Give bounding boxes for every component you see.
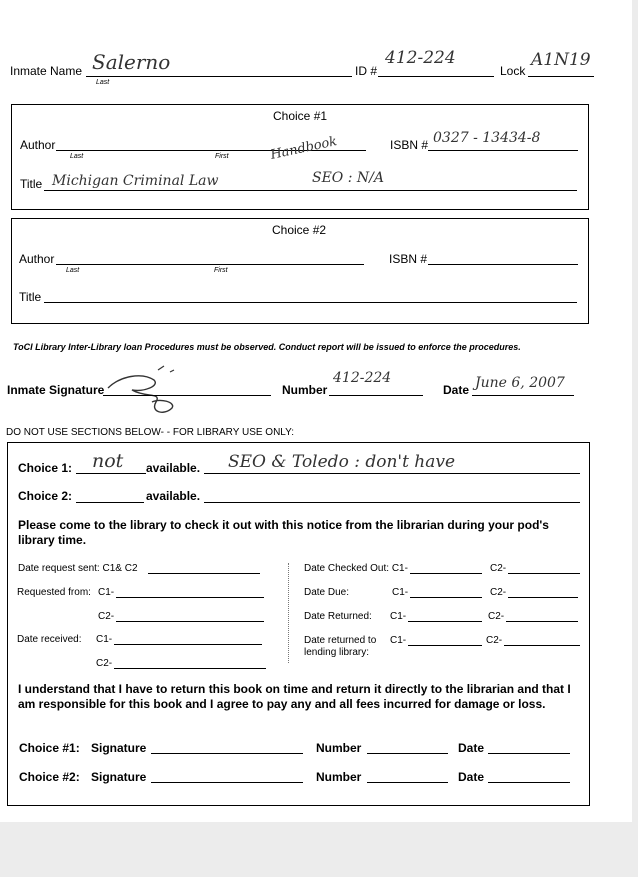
choice1-isbn-line [428,150,578,151]
choice1-title-addition[interactable]: Handbook [269,134,339,163]
requested-from-c1-line [116,597,264,598]
date-returned-lending-c2: C2- [486,635,503,646]
choice1-signature-line [151,753,303,754]
date-returned-c1: C1- [390,611,407,622]
choice1-title-note[interactable]: SEO : N/A [312,170,384,186]
date-checked-out-label: Date Checked Out: C1- [304,563,408,574]
choice1-date-line [488,753,570,754]
date-checked-out-c1-line [410,573,482,574]
choice2-title-line [44,302,577,303]
number-line [329,395,423,396]
requested-from-c2-line [116,621,264,622]
lending-library-label: lending library: [304,647,370,658]
library-use-header: DO NOT USE SECTIONS BELOW- - FOR LIBRARY USE ONLY: [6,427,295,438]
choice2-sig-label: Choice #2: [19,770,80,784]
lock-label: Lock [500,64,526,78]
choice2-signature-label: Signature [91,770,147,784]
date-request-sent-label: Date request sent: C1& C2 [18,563,138,574]
inmate-name-last-caption: Last [96,79,110,86]
lib-choice2-label: Choice 2: [18,489,73,503]
id-value[interactable]: 412-224 [385,48,456,68]
choice2-last-caption: Last [66,267,80,274]
date-returned-lending-c1: C1- [390,635,407,646]
choice2-number-label: Number [316,770,362,784]
choice1-date-label: Date [458,741,485,755]
date-received-c1: C1- [96,634,113,645]
choice2-author-label: Author [19,252,55,266]
inmate-signature-line [103,395,271,396]
choice2-title-label: Title [19,290,42,304]
requested-from-label: Requested from: [17,587,91,598]
inmate-name-label: Inmate Name [10,64,83,78]
date-due-c2: C2- [490,587,507,598]
choice1-isbn-label: ISBN # [390,138,429,152]
pickup-instructions: Please come to the library to check it out with this notice from the librarian during your pod's library time. [18,518,549,547]
requested-from-c2: C2- [98,611,115,622]
date-received-c2: C2- [96,658,113,669]
lib-choice1-available: available. [146,461,201,475]
date-returned-lending-c2-line [504,645,580,646]
choice1-sig-label: Choice #1: [19,741,80,755]
lib-choice1-note-line [204,473,580,474]
lock-line [528,76,594,77]
choice2-number-line [367,782,448,783]
date-returned-label: Date Returned: [304,611,372,622]
date-returned-c2-line [506,621,578,622]
choice1-last-caption: Last [70,153,84,160]
choice1-isbn-value[interactable]: 0327 - 13434-8 [433,130,541,146]
column-divider [288,563,290,663]
lock-value[interactable]: A1N19 [531,50,591,70]
lib-choice1-value[interactable]: not [92,450,124,472]
date-returned-lending-c1-line [408,645,482,646]
date-label: Date [443,383,470,397]
date-received-c2-line [114,668,266,669]
date-checked-out-c2-line [508,573,580,574]
choice1-title-value[interactable]: Michigan Criminal Law [52,173,219,189]
choice2-date-label: Date [458,770,485,784]
id-line [378,76,494,77]
choice1-number-line [367,753,448,754]
date-received-label: Date received: [17,634,82,645]
lib-choice1-note[interactable]: SEO & Toledo : don't have [228,452,456,472]
date-due-c2-line [508,597,578,598]
choice1-first-caption: First [215,153,229,160]
date-value[interactable]: June 6, 2007 [475,375,565,391]
agreement-text: I understand that I have to return this book on time and return it directly to the librarian and that I am responsible for this book and I agree to pay any and all fees incurred for damage or loss. [18,682,571,711]
choice1-author-label: Author [20,138,56,152]
date-returned-c1-line [408,621,482,622]
procedures-notice: ToCI Library Inter-Library loan Procedures must be observed. Conduct report will be issued to enforce the procedures. [13,342,521,352]
id-label: ID # [355,64,378,78]
choice1-number-label: Number [316,741,362,755]
choice2-signature-line [151,782,303,783]
lib-choice1-line [76,473,146,474]
inmate-name-value[interactable]: Salerno [92,50,171,74]
choice2-isbn-line [428,264,578,265]
lib-choice1-label: Choice 1: [18,461,73,475]
choice1-title-label: Title [20,177,43,191]
inmate-name-line [86,76,352,77]
choice1-title-line [44,190,577,191]
choice2-title: Choice #2 [272,223,327,237]
date-line [472,395,574,396]
choice1-title: Choice #1 [273,109,328,123]
date-due-c1-line [410,597,482,598]
choice1-signature-label: Signature [91,741,147,755]
date-due-c1: C1- [392,587,409,598]
requested-from-c1: C1- [98,587,115,598]
date-received-c1-line [114,644,262,645]
lib-choice2-available: available. [146,489,201,503]
number-label: Number [282,383,328,397]
date-returned-c2: C2- [488,611,505,622]
inmate-signature-scribble[interactable] [100,362,210,418]
choice2-date-line [488,782,570,783]
choice2-first-caption: First [214,267,228,274]
choice2-isbn-label: ISBN # [389,252,428,266]
lib-choice2-line [76,502,144,503]
date-checked-out-c2: C2- [490,563,507,574]
choice2-author-line [56,264,364,265]
number-value[interactable]: 412-224 [333,370,392,386]
date-request-sent-line [148,573,260,574]
date-returned-lending-label: Date returned to [304,635,377,646]
lib-choice2-note-line [204,502,580,503]
date-due-label: Date Due: [304,587,350,598]
inmate-signature-label: Inmate Signature [7,383,105,397]
